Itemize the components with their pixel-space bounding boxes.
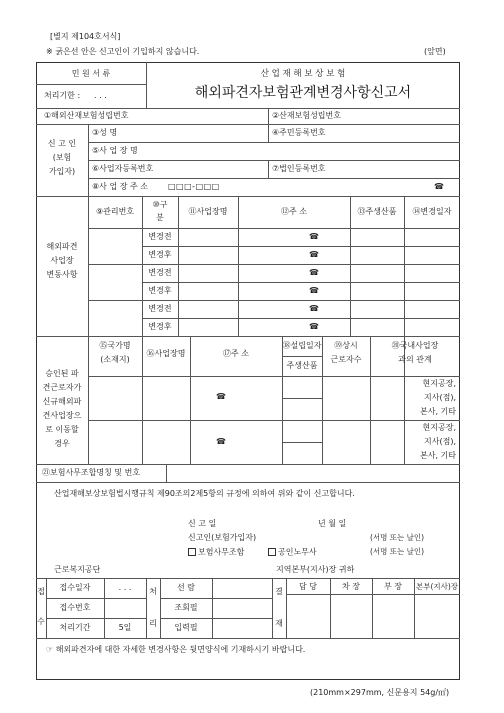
new-site-label-2: 견근로자가 (42, 383, 82, 392)
postal-code-boxes[interactable]: □□□-□□□ (168, 182, 220, 191)
row-after: 변경후 (148, 286, 172, 295)
col-country: ⑮국가명 (99, 341, 131, 350)
col-site-address: ⑰주 소 (223, 349, 249, 358)
footer-note: ☞ 해외파견자에 대한 자세한 변경사항은 뒷면양식에 기재하시기 바랍니다. (46, 645, 306, 654)
review-label: 선 람 (177, 583, 195, 592)
office-checkbox[interactable]: 보험사무조합 (188, 548, 244, 557)
reg-no-field[interactable]: ②산재보험성립번호 (272, 111, 341, 120)
declaration-statement: 산업재해보상보험법시행규칙 제90조의2제5항의 규정에 의하여 위와 같이 신고합니다. (54, 489, 355, 498)
page-title: 해외파견자보험관계변경사항신고서 (194, 85, 412, 101)
receipt-date-value: . . . (118, 583, 132, 592)
col-site-name: ⑯사업장명 (146, 349, 186, 358)
relation-option-1: 현지공장, (422, 423, 456, 432)
report-date-fields[interactable]: 년 월 일 (318, 519, 347, 528)
col-established: ⑱설립일자 (282, 341, 322, 350)
inquiry-label: 조회필 (174, 603, 198, 612)
receipt-date-label: 접수일자 (59, 583, 91, 592)
col-address: ⑫주 소 (281, 207, 307, 216)
deputy-label: 차 장 (342, 582, 360, 591)
branch-label: 지역본부(지사)장 귀하 (276, 565, 355, 574)
receipt-no-label: 접수번호 (59, 603, 91, 612)
address-field[interactable]: ⑧사 업 장 주 소 (92, 182, 148, 191)
new-site-label-6: 경우 (54, 439, 70, 448)
col-division-2: 분 (156, 213, 164, 222)
col-main-product: 주생산품 (286, 361, 318, 370)
phone-icon: ☎ (309, 322, 319, 331)
phone-icon: ☎ (309, 286, 319, 295)
phone-icon: ☎ (216, 437, 226, 446)
deadline-dots: . . . (94, 91, 107, 100)
reporter-label-1: 신 고 인 (47, 139, 77, 148)
reporter-label-3: 가입자) (48, 167, 76, 176)
phone-icon: ☎ (434, 182, 444, 191)
input-label: 입력필 (174, 623, 198, 632)
relation-option-3: 본사, 기타 (420, 451, 456, 460)
relation-option-2: 지사(점), (424, 393, 456, 402)
row-before: 변경전 (148, 232, 172, 241)
col-place-name: ⑪사업장명 (188, 207, 228, 216)
overseas-reg-no-field[interactable]: ①해외산재보험성립번호 (44, 111, 129, 120)
phone-icon: ☎ (309, 268, 319, 277)
row-before: 변경전 (148, 268, 172, 277)
page-side: (앞면) (424, 47, 446, 56)
col-workers: ⑲상시 (334, 341, 358, 350)
head-label: 본부(지사)장 (415, 582, 459, 591)
manager-label: 부 장 (384, 582, 402, 591)
civil-type-label: 민 원 서 류 (71, 69, 111, 78)
new-site-label-3: 신규해외파 (42, 397, 82, 406)
row-after: 변경후 (148, 250, 172, 259)
relation-option-3: 본사, 기타 (420, 407, 456, 416)
workplace-field[interactable]: ⑤사 업 장 명 (92, 146, 138, 155)
name-field[interactable]: ③성 명 (92, 128, 118, 137)
col-workers-count: 근로자수 (330, 355, 362, 364)
col-relation: ⑳국내사업장 (391, 341, 439, 350)
phone-icon: ☎ (216, 392, 226, 401)
col-product: ⑬주생산품 (357, 207, 397, 216)
notice-text: ※ 굵은선 안은 신고인이 기입하지 않습니다. (46, 47, 200, 56)
col-mgmt-no: ⑨관리번호 (95, 207, 135, 216)
receipt-label-1: 접 (37, 587, 45, 596)
overseas-label-3: 변동사항 (46, 270, 78, 279)
report-date-label: 신 고 일 (188, 519, 217, 528)
row-after: 변경후 (148, 322, 172, 331)
new-site-label-4: 견사업장으 (42, 411, 82, 420)
deadline-label: 처리기한 : (44, 91, 81, 100)
period-label: 처리기간 (59, 623, 91, 632)
phone-icon: ☎ (309, 232, 319, 241)
overseas-label-2: 사업장 (50, 256, 74, 265)
sign-note-2: (서명 또는 날인) (370, 547, 425, 556)
sign-note: (서명 또는 날인) (370, 533, 425, 542)
reporter-label-2: (보험 (52, 153, 72, 162)
phone-icon: ☎ (309, 250, 319, 259)
recipient-label: 근로복지공단 (54, 565, 101, 574)
process-label-1: 처 (149, 587, 157, 596)
relation-option-2: 지사(점), (424, 437, 456, 446)
new-site-label-1: 승인된 파 (45, 369, 79, 378)
staff-label: 담 당 (299, 582, 317, 591)
paper-spec: (210mm×297mm, 신문용지 54g/㎡) (310, 688, 450, 697)
checkbox-icon[interactable] (188, 548, 196, 556)
col-division-1: ⑩구 (152, 200, 168, 209)
col-change-date: ⑭변경일자 (412, 207, 452, 216)
reporter-sign-label: 신고인(보험가입자) (188, 533, 257, 542)
relation-option-1: 현지공장, (422, 379, 456, 388)
col-relation-2: 과의 관계 (398, 355, 432, 364)
approval-label-2: 재 (275, 619, 283, 628)
corp-reg-field[interactable]: ⑦법인등록번호 (272, 164, 326, 173)
insurance-agent-field[interactable]: ㉑보험사무조합명칭 및 번호 (42, 468, 141, 477)
title-sub: 산 업 재 해 보 상 보 험 (260, 69, 346, 79)
period-value: 5일 (118, 623, 132, 632)
labor-checkbox[interactable]: 공인노무사 (268, 548, 317, 557)
col-country-location: (소재지) (100, 355, 130, 364)
phone-icon: ☎ (309, 304, 319, 313)
row-before: 변경전 (148, 304, 172, 313)
process-label-2: 리 (149, 619, 157, 628)
approval-label-1: 결 (275, 587, 283, 596)
checkbox-icon[interactable] (268, 548, 276, 556)
overseas-label-1: 해외파견 (46, 242, 78, 251)
resident-no-field[interactable]: ④주민등록번호 (272, 128, 326, 137)
receipt-label-2: 수 (37, 617, 45, 626)
biz-reg-field[interactable]: ⑥사업자등록번호 (92, 164, 154, 173)
form-number: [별지 제104호서식] (50, 32, 121, 41)
new-site-label-5: 로 이동할 (45, 425, 79, 434)
